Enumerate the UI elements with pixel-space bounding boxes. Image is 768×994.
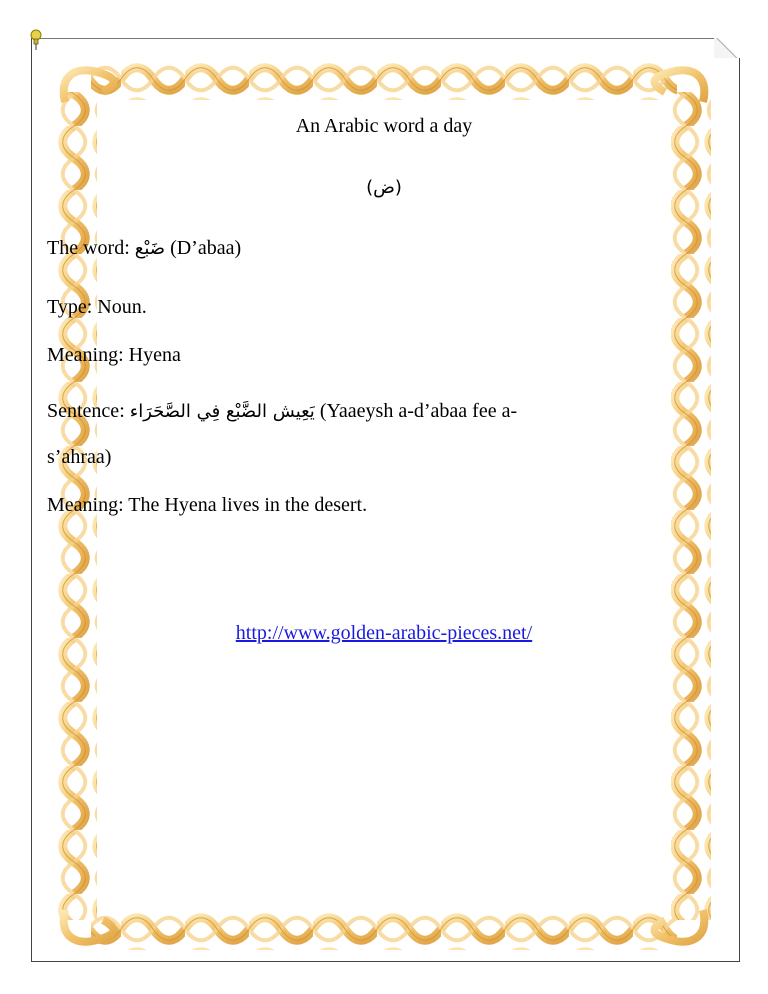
sentence-transliteration-continued: s’ahraa)	[47, 446, 112, 468]
sentence-meaning-line: Meaning: The Hyena lives in the desert.	[47, 494, 368, 516]
meaning-line: Meaning: Hyena	[47, 344, 181, 366]
arabic-word: ضَبْع	[134, 238, 166, 259]
word-transliteration: (D’abaa)	[170, 237, 242, 259]
website-link[interactable]: http://www.golden-arabic-pieces.net/	[235, 622, 533, 644]
word-line	[47, 237, 241, 260]
arabic-letter: (ض)	[366, 177, 402, 198]
page-title: An Arabic word a day	[295, 115, 473, 137]
type-line: Type: Noun.	[47, 296, 147, 318]
arabic-sentence: يَعِيش الضَّبْع فِي الصَّحَرَاء	[129, 401, 315, 422]
sentence-label: Sentence:	[47, 400, 125, 422]
sentence-transliteration: (Yaaeysh a-d’abaa fee a-	[319, 400, 518, 422]
website-link-wrapper	[0, 622, 768, 645]
sentence-line	[47, 400, 517, 423]
word-label: The word:	[47, 237, 130, 259]
